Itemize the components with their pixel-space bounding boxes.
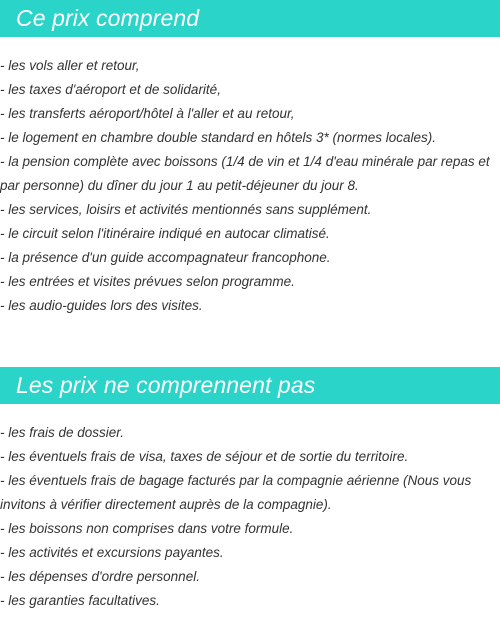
list-item: - les activités et excursions payantes.	[0, 545, 224, 560]
price-includes-header	[0, 0, 500, 37]
list-item: - les boissons non comprises dans votre formule.	[0, 521, 294, 536]
list-item: - les taxes d'aéroport et de solidarité,	[0, 82, 221, 97]
list-item: - les transferts aéroport/hôtel à l'aller et au retour,	[0, 106, 295, 121]
list-item: - la pension complète avec boissons (1/4 de vin et 1/4 d'eau minérale par repas et par personne) du dîner du jour 1 au petit-déjeuner du jour 8.	[0, 154, 490, 193]
list-item: - les frais de dossier.	[0, 425, 125, 440]
list-item: - la présence d'un guide accompagnateur francophone.	[0, 250, 331, 265]
list-item: - les audio-guides lors des visites.	[0, 298, 203, 313]
price-excludes-list	[0, 421, 500, 613]
price-excludes-section	[0, 367, 500, 613]
list-item: - les services, loisirs et activités mentionnés sans supplément.	[0, 202, 372, 217]
list-item: - les vols aller et retour,	[0, 58, 140, 73]
list-item: - les garanties facultatives.	[0, 593, 160, 608]
price-includes-list	[0, 54, 500, 318]
list-item: - les dépenses d'ordre personnel.	[0, 569, 200, 584]
price-excludes-header	[0, 367, 500, 404]
price-includes-title: Ce prix comprend	[16, 5, 200, 31]
list-item: - les éventuels frais de visa, taxes de séjour et de sortie du territoire.	[0, 449, 409, 464]
list-item: - les éventuels frais de bagage facturés par la compagnie aérienne (Nous vous invitons à vérifier directement auprès de la compagnie).	[0, 473, 472, 512]
list-item: - les entrées et visites prévues selon programme.	[0, 274, 295, 289]
price-excludes-title: Les prix ne comprennent pas	[16, 372, 316, 398]
list-item: - le circuit selon l'itinéraire indiqué en autocar climatisé.	[0, 226, 330, 241]
list-item: - le logement en chambre double standard en hôtels 3* (normes locales).	[0, 130, 436, 145]
